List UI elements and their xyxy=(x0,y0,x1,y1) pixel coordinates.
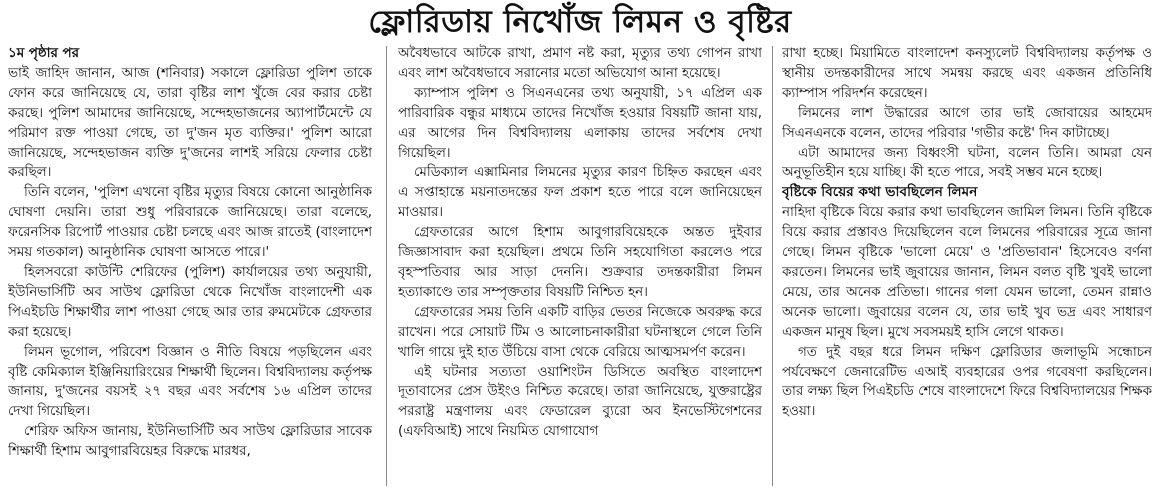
article-column-1 xyxy=(8,44,372,489)
paragraph: এটা আমাদের জন্য বিধ্বংসী ঘটনা, বলেন তিনি। আমরা যেন অনুভূতিহীন হয়ে যাচ্ছি। কী হতে পারে, সবই সম্ভব মনে হচ্ছে। xyxy=(782,145,1152,181)
paragraph: রাখা হচ্ছে। মিয়ামিতে বাংলাদেশ কনস্যুলেট বিশ্ববিদ্যালয় কর্তৃপক্ষ ও স্থানীয় তদন্তকারীদের সাথে সমন্বয় করছে এবং একজন প্রতিনিধি ক্যাম্পাস পরিদর্শন করেছেন। xyxy=(782,46,1152,101)
column-divider xyxy=(772,46,773,486)
paragraph: গত দুই বছর ধরে লিমন দক্ষিণ ফ্লোরিডার জলাভূমি সন্ধোচন পর্যবেক্ষণে জেনারেটিভ এআই ব্যবহারের ওপর গবেষণা করছিলেন। তার লক্ষ্য ছিল পিএইচডি শেষে বাংলাদেশে ফিরে বিশ্ববিদ্যালয়ের শিক্ষক হওয়া। xyxy=(782,344,1152,420)
paragraph: লিমনের লাশ উদ্ধারের আগে তার ভাই জোবায়ের আহমেদ সিএনএনকে বলেন, তাদের পরিবার 'গভীর কষ্টে' দিন কাটাচ্ছে। xyxy=(782,105,1152,141)
paragraph: ভাই জাহিদ জানান, আজ (শনিবার) সকালে ফ্লোরিডা পুলিশ তাকে ফোন করে জানিয়েছে যে, তারা বৃষ্টির লাশ খুঁজে বের করার চেষ্টা করছে। পুলিশ আমাদের জানিয়েছে, সন্দেহভাজনের অ্যাপার্টমেন্টে যে পরিমাণ রক্ত পাওয়া গেছে, তা দু'জন মৃত ব্যক্তির।' পুলিশ আরো জানিয়েছে, সন্দেহভাজন ব্যক্তি দু'জনের লাশই সরিয়ে ফেলার চেষ্টা করছিল। xyxy=(8,65,372,181)
paragraph: এই ঘটনার সত্যতা ওয়াশিংটন ডিসিতে অবস্থিত বাংলাদেশ দূতাবাসের প্রেস উইংও নিশ্চিত করেছে। তারা জানিয়েছে, যুক্তরাষ্ট্রের পররাষ্ট্র মন্ত্রণালয় এবং ফেডারেল ব্যুরো অব ইনভেস্টিগেশনের (এফবিআই) সাথে নিয়মিত যোগাযোগ xyxy=(398,364,762,440)
subheading: বৃষ্টিকে বিয়ের কথা ভাবছিলেন লিমন xyxy=(782,184,978,201)
paragraph: নাহিদা বৃষ্টিকে বিয়ে করার কথা ভাবছিলেন জামিল লিমন। তিনি বৃষ্টিকে বিয়ে করার প্রস্তাবও দিয়েছিলেন বলে লিমনের পরিবারের সূত্রে জানা গেছে। লিমন বৃষ্টিকে 'ভালো মেয়ে' ও 'প্রতিভাবান' হিসেবেও বর্ণনা করতেন। লিমনের ভাই জুবায়ের জানান, লিমন বলত বৃষ্টি খুবই ভালো মেয়ে, তার অনেক প্রতিভা। গানের গলা যেমন ভালো, তেমন রান্নাও অনেক ভালো। জুবায়ের বলেন যে, তার ভাই খুব ভদ্র এবং সাধারণ একজন মানুষ ছিল। মুখে সবসময়ই হাসি লেগে থাকত। xyxy=(782,205,1152,340)
paragraph: অবৈধভাবে আটকে রাখা, প্রমাণ নষ্ট করা, মৃত্যুর তথ্য গোপন রাখা এবং লাশ অবৈধভাবে সরানোর মতো অভিযোগ আনা হয়েছে। xyxy=(398,46,762,81)
article-column-2 xyxy=(398,44,762,489)
paragraph: গ্রেফতারের সময় তিনি একটি বাড়ির ভেতর নিজেকে অবরুদ্ধ করে রাখেন। পরে সোয়াট টিম ও আলোচনাকারীরা ঘটনাস্থলে গেলে তিনি খালি গায়ে দুই হাত উঁচিয়ে বাসা থেকে বেরিয়ে আত্মসমর্পণ করেন। xyxy=(398,304,762,360)
headline: ফ্লোরিডায় নিখোঁজ লিমন ও বৃষ্টির xyxy=(368,4,792,40)
paragraph: ক্যাম্পাস পুলিশ ও সিএনএনের তথ্য অনুযায়ী, ১৭ এপ্রিল এক পারিবারিক বন্ধুর মাধ্যমে তাদের নিখোঁজ হওয়ার বিষয়টি জানা যায়, এর আগের দিন বিশ্ববিদ্যালয় এলাকায় তাদের সর্বশেষ দেখা গিয়েছিল। xyxy=(398,85,762,161)
column-divider xyxy=(386,46,387,486)
paragraph: শেরিফ অফিস জানায়, ইউনিভার্সিটি অব সাউথ ফ্লোরিডার সাবেক শিক্ষার্থী হিশাম আবুগারবিয়েহর বিরুদ্ধে মারধর, xyxy=(8,424,372,460)
paragraph: তিনি বলেন, 'পুলিশ এখনো বৃষ্টির মৃত্যুর বিষয়ে কোনো আনুষ্ঠানিক ঘোষণা দেয়নি। তারা শুধু পরিবারকে জানিয়েছে। তারা বলেছে, ফরেনসিক রিপোর্ট পাওয়ার চেষ্টা চলছে এবং আজ রাতেই (বাংলাদেশ সময় গতকাল) আনুষ্ঠানিক ঘোষণা আসতে পারে।' xyxy=(8,185,372,261)
continued-from-label: ১ম পৃষ্ঠার পর xyxy=(8,46,79,61)
paragraph: মেডিক্যাল এক্সামিনার লিমনের মৃত্যুর কারণ চিহ্নিত করছেন এবং এ সপ্তাহান্তে ময়নাতদন্তের ফল প্রকাশ হতে পারে বলে জানিয়েছেন মাওয়ার। xyxy=(398,165,762,221)
article-column-3 xyxy=(782,44,1152,489)
paragraph: হিলসবরো কাউন্টি শেরিফের (পুলিশ) কার্যালয়ের তথ্য অনুযায়ী, ইউনিভার্সিটি অব সাউথ ফ্লোরিডা থেকে নিখোঁজ বাংলাদেশী এক পিএইচডি শিক্ষার্থীর লাশ পাওয়া গেছে আর তার রুমমেটকে গ্রেফতার করা হয়েছে। xyxy=(8,264,372,340)
paragraph: গ্রেফতারের আগে হিশাম আবুগারবিয়েহকে অন্তত দুইবার জিজ্ঞাসাবাদ করা হয়েছিল। প্রথমে তিনি সহযোগিতা করলেও পরে বৃহস্পতিবার আর সাড়া দেননি। শুক্রবার তদন্তকারীরা লিমন হত্যাকাণ্ডে তার সম্পৃক্ততার বিষয়টি নিশ্চিত হন। xyxy=(398,225,762,300)
paragraph: লিমন ভূগোল, পরিবেশ বিজ্ঞান ও নীতি বিষয়ে পড়ছিলেন এবং বৃষ্টি কেমিক্যাল ইঞ্জিনিয়ারিংয়ের শিক্ষার্থী ছিলেন। বিশ্ববিদ্যালয় কর্তৃপক্ষ জানায়, দু'জনের বয়সই ২৭ বছর এবং সর্বশেষ ১৬ এপ্রিল তাদের দেখা গিয়েছিল। xyxy=(8,344,372,420)
